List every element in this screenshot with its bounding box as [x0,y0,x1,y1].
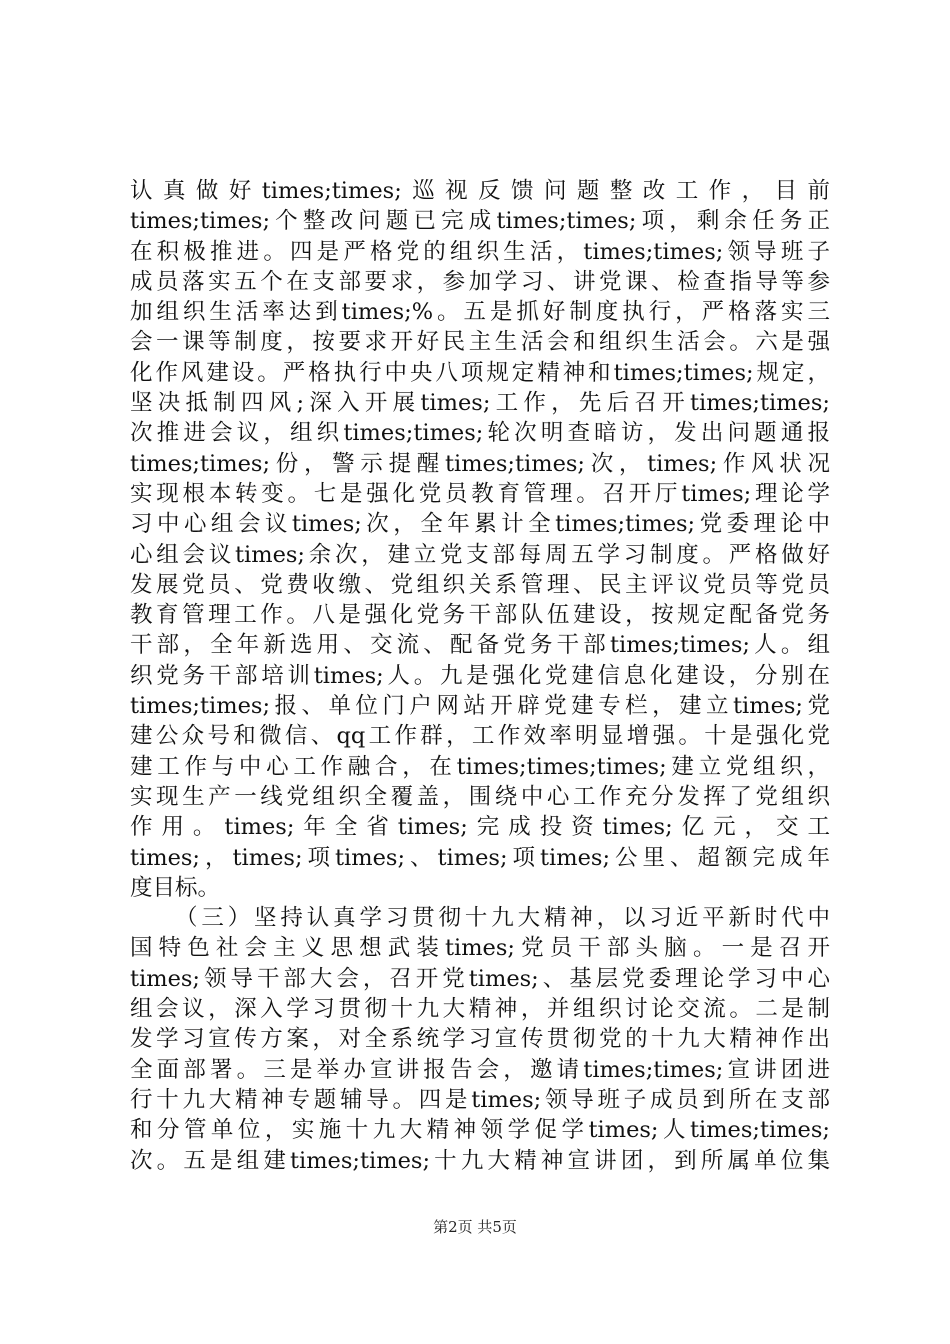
page-footer: 第2页 共5页 [433,1218,517,1236]
paragraph-line: times;，times;项times;、times;项times;公里、超额完成年 [130,844,830,871]
paragraph-line: 认真做好times;times;巡视反馈问题整改工作，目前 [130,178,830,204]
paragraph-line: 和分管单位，实施十九大精神领学促学times;人times;times; [130,1117,830,1144]
paragraph-line: 建公众号和微信、qq工作群，工作效率明显增强。十是强化党 [130,723,830,750]
paragraph-line: 实现根本转变。七是强化党员教育管理。召开厅times;理论学 [130,480,830,507]
paragraph-line: 组会议，深入学习贯彻十九大精神，并组织讨论交流。二是制 [130,996,830,1023]
paragraph-line: 次推进会议，组织times;times;轮次明查暗访，发出问题通报 [130,420,830,447]
paragraph-line: 实现生产一线党组织全覆盖，围绕中心工作充分发挥了党组织 [130,783,830,810]
paragraph-line: times;times;个整改问题已完成times;times;项，剩余任务正 [130,208,830,235]
paragraph-line: 次。五是组建times;times;十九大精神宣讲团，到所属单位集 [130,1147,830,1174]
paragraph-line: times;领导干部大会，召开党times;、基层党委理论学习中心 [130,965,830,992]
paragraph-line: 习中心组会议times;次，全年累计全times;times;党委理论中 [130,511,830,538]
paragraph-line: 作用。times;年全省times;完成投资times;亿元，交工 [130,814,830,841]
paragraph-line: 发展党员、党费收缴、党组织关系管理、民主评议党员等党员 [130,571,830,598]
paragraph-line: 发学习宣传方案，对全系统学习宣传贯彻党的十九大精神作出 [130,1026,830,1053]
paragraph-line: 全面部署。三是举办宣讲报告会，邀请times;times;宣讲团进 [130,1056,830,1083]
paragraph-line: 干部，全年新选用、交流、配备党务干部times;times;人。组 [130,632,830,659]
paragraph-line: 建工作与中心工作融合，在times;times;times;建立党组织， [130,753,830,780]
paragraph-line: 国特色社会主义思想武装times;党员干部头脑。一是召开 [130,935,830,962]
paragraph-line: 成员落实五个在支部要求，参加学习、讲党课、检查指导等参 [130,268,830,295]
paragraph-line: 会一课等制度，按要求开好民主生活会和组织生活会。六是强 [130,329,830,356]
paragraph-line: times;times;报、单位门户网站开辟党建专栏，建立times;党 [130,693,830,720]
paragraph-line: 度目标。 [130,874,221,901]
paragraph-line: （三）坚持认真学习贯彻十九大精神，以习近平新时代中 [175,905,830,932]
paragraph-line: 在积极推进。四是严格党的组织生活，times;times;领导班子 [130,238,830,265]
paragraph-line: 加组织生活率达到times;%。五是抓好制度执行，严格落实三 [130,299,830,326]
paragraph-line: 织党务干部培训times;人。九是强化党建信息化建设，分别在 [130,662,830,689]
paragraph-line: 坚决抵制四风;深入开展times;工作，先后召开times;times; [130,390,830,417]
paragraph-line: 化作风建设。严格执行中央八项规定精神和times;times;规定， [130,359,830,386]
paragraph-line: 行十九大精神专题辅导。四是times;领导班子成员到所在支部 [130,1086,830,1113]
document-body [130,176,830,1176]
paragraph-line: times;times;份，警示提醒times;times;次，times;作风状况 [130,450,830,477]
paragraph-line: 心组会议times;余次，建立党支部每周五学习制度。严格做好 [130,541,830,568]
paragraph-line: 教育管理工作。八是强化党务干部队伍建设，按规定配备党务 [130,602,830,629]
